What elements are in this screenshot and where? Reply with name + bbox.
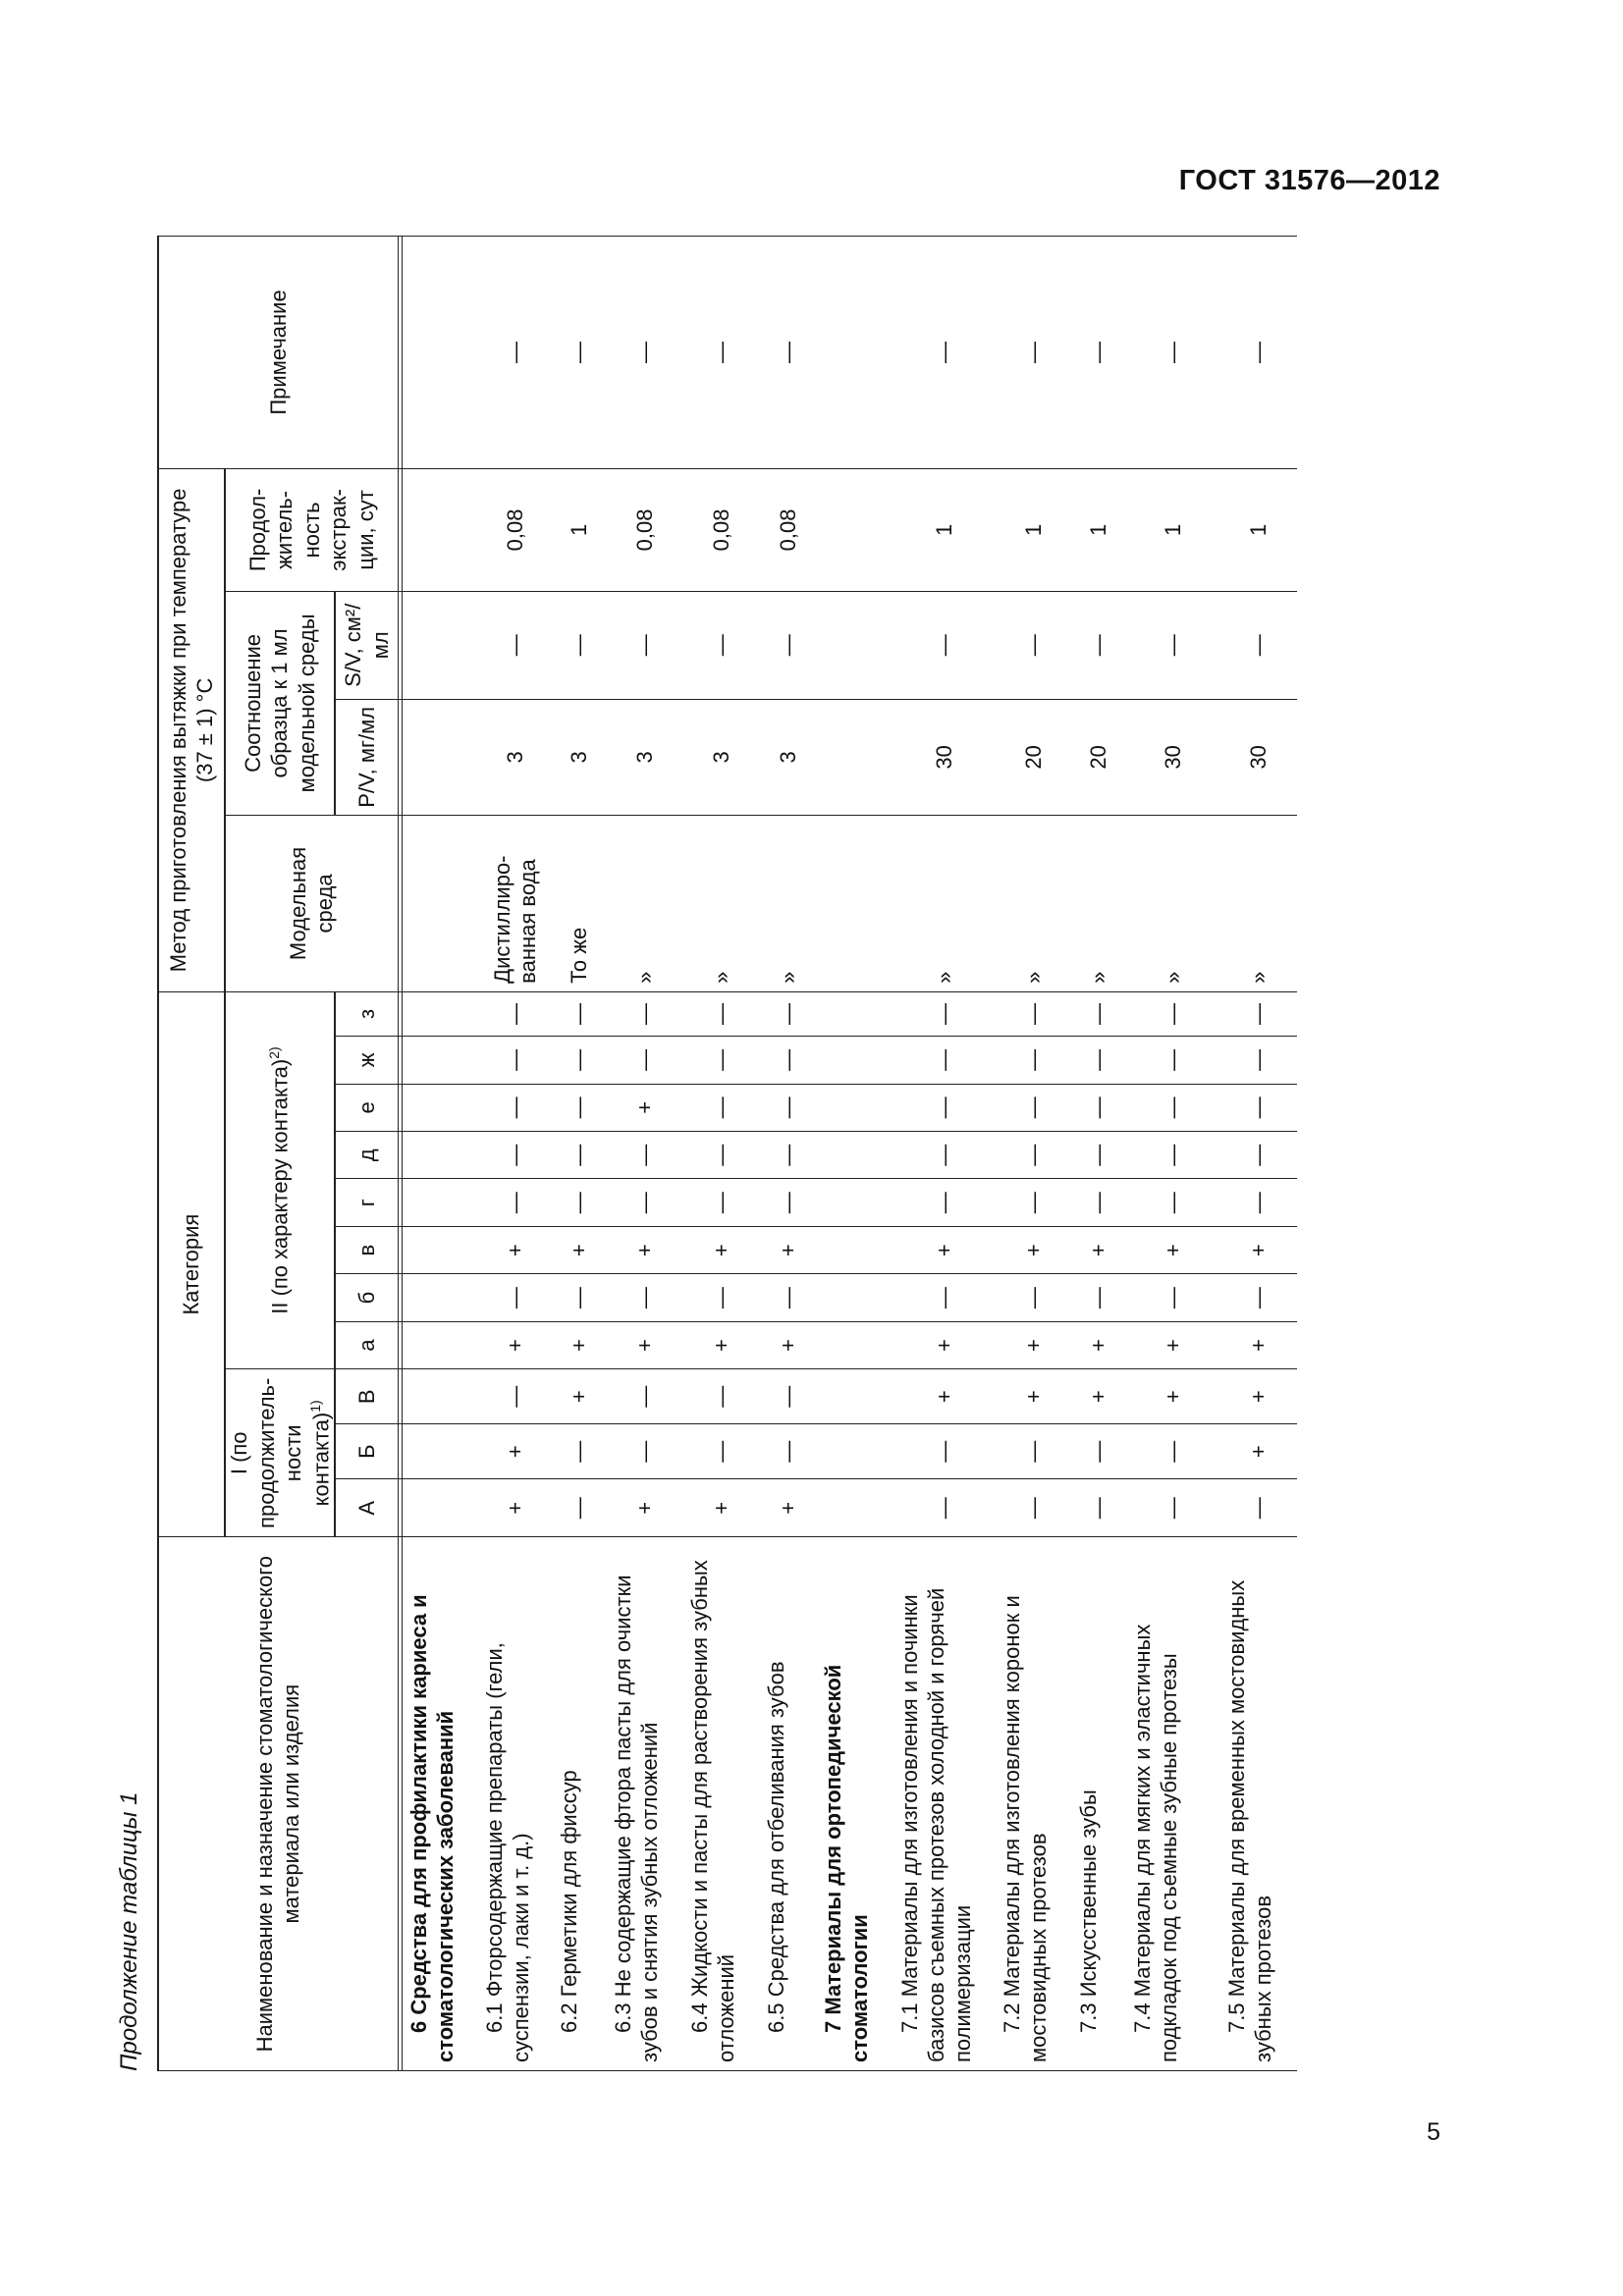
cell-pv: 3 (683, 699, 760, 815)
cell-v (817, 1226, 893, 1273)
cell-e: — (1220, 1084, 1297, 1131)
cell-b: — (1220, 1274, 1297, 1321)
cell-z: — (1126, 991, 1220, 1036)
header-name: Наименование и назначение стоматологического материала или изделия (158, 1537, 398, 2071)
cell-a: + (996, 1321, 1072, 1368)
cell-A: — (893, 1479, 996, 1537)
cell-g: — (996, 1179, 1072, 1226)
cell-sv: — (478, 591, 553, 699)
cell-medium: » (1126, 816, 1220, 992)
cell-V: — (760, 1369, 817, 1424)
cell-zh (402, 1037, 478, 1084)
cell-note: — (478, 237, 553, 469)
header-letter-g: г (335, 1179, 398, 1226)
cell-duration: 1 (996, 468, 1072, 591)
table-row (1220, 237, 1297, 2071)
header-letter-V: В (335, 1369, 398, 1424)
cell-e (402, 1084, 478, 1131)
cell-medium: Дистиллиро-ванная вода (478, 816, 553, 992)
cell-duration: 0,08 (683, 468, 760, 591)
cell-B: — (1072, 1424, 1126, 1479)
cell-zh (817, 1037, 893, 1084)
cell-B: — (893, 1424, 996, 1479)
cell-z: — (553, 991, 607, 1036)
page-number: 5 (1427, 2118, 1440, 2146)
cell-v: + (478, 1226, 553, 1273)
cell-e: + (607, 1084, 683, 1131)
header-letter-zh: ж (335, 1037, 398, 1084)
cell-b: — (893, 1274, 996, 1321)
cell-B: — (607, 1424, 683, 1479)
table-row (893, 237, 996, 2071)
cell-A (402, 1479, 478, 1537)
cell-duration: 1 (1220, 468, 1297, 591)
cell-g: — (1126, 1179, 1220, 1226)
cell-pv (402, 699, 478, 815)
cell-V: + (996, 1369, 1072, 1424)
cell-pv (817, 699, 893, 815)
cell-medium: » (893, 816, 996, 992)
cell-a (402, 1321, 478, 1368)
cell-sv: — (1126, 591, 1220, 699)
cell-pv: 30 (893, 699, 996, 815)
cell-b (817, 1274, 893, 1321)
cell-a: + (478, 1321, 553, 1368)
cell-e: — (996, 1084, 1072, 1131)
cell-B: — (760, 1424, 817, 1479)
cell-z: — (683, 991, 760, 1036)
cell-B: + (1220, 1424, 1297, 1479)
cell-pv: 20 (996, 699, 1072, 815)
cell-V: + (893, 1369, 996, 1424)
cell-A: + (607, 1479, 683, 1537)
cell-b: — (683, 1274, 760, 1321)
cell-sv (402, 591, 478, 699)
cell-z: — (478, 991, 553, 1036)
cell-e: — (1072, 1084, 1126, 1131)
cell-V: + (1126, 1369, 1220, 1424)
cell-g: — (553, 1179, 607, 1226)
cell-v: + (1072, 1226, 1126, 1273)
cell-zh: — (1072, 1037, 1126, 1084)
cell-note: — (553, 237, 607, 469)
material-name: 6.3 Не содержащие фтора пасты для очистки зубов и снятия зубных отложений (607, 1537, 683, 2071)
cell-d (817, 1132, 893, 1179)
cell-b: — (553, 1274, 607, 1321)
header-method: Метод приготовления вытяжки при температуре (37 ± 1) °С (158, 468, 225, 991)
cell-d: — (893, 1132, 996, 1179)
header-sv: S/V, см²/мл (335, 591, 398, 699)
cell-note (402, 237, 478, 469)
table-body (398, 237, 1297, 2071)
cell-pv: 3 (760, 699, 817, 815)
cell-d: — (607, 1132, 683, 1179)
cell-d: — (478, 1132, 553, 1179)
cell-pv: 20 (1072, 699, 1126, 815)
cell-a: + (683, 1321, 760, 1368)
cell-duration: 0,08 (760, 468, 817, 591)
header-pv: P/V, мг/мл (335, 699, 398, 815)
cell-a: + (893, 1321, 996, 1368)
header-letter-v: в (335, 1226, 398, 1273)
cell-medium (817, 816, 893, 992)
cell-z: — (760, 991, 817, 1036)
cell-note: — (1126, 237, 1220, 469)
cell-note: — (683, 237, 760, 469)
cell-g: — (683, 1179, 760, 1226)
cell-z: — (1072, 991, 1126, 1036)
section-row (402, 237, 478, 2071)
cell-a: + (760, 1321, 817, 1368)
cell-d: — (1220, 1132, 1297, 1179)
cell-sv: — (1220, 591, 1297, 699)
cell-medium: » (996, 816, 1072, 992)
cell-g: — (1072, 1179, 1126, 1226)
cell-b: — (1126, 1274, 1220, 1321)
cell-note: — (893, 237, 996, 469)
cell-medium: » (760, 816, 817, 992)
cell-zh: — (553, 1037, 607, 1084)
cell-b: — (607, 1274, 683, 1321)
cell-pv: 3 (478, 699, 553, 815)
table-row (996, 237, 1072, 2071)
cell-z (817, 991, 893, 1036)
cell-sv: — (760, 591, 817, 699)
cell-pv: 3 (553, 699, 607, 815)
cell-v: + (996, 1226, 1072, 1273)
cell-zh: — (893, 1037, 996, 1084)
cell-b (402, 1274, 478, 1321)
cell-B: — (996, 1424, 1072, 1479)
cell-A (817, 1479, 893, 1537)
cell-A: — (996, 1479, 1072, 1537)
cell-v: + (760, 1226, 817, 1273)
cell-b: — (478, 1274, 553, 1321)
cell-zh: — (478, 1037, 553, 1084)
cell-zh: — (1126, 1037, 1220, 1084)
material-name: 6.2 Герметики для фиссур (553, 1537, 607, 2071)
cell-d: — (1072, 1132, 1126, 1179)
header-ratio: Соотношение образца к 1 мл модельной среды (225, 591, 335, 815)
cell-e: — (478, 1084, 553, 1131)
header-medium: Модельная среда (225, 816, 398, 992)
header-letter-e: е (335, 1084, 398, 1131)
cell-d: — (553, 1132, 607, 1179)
cell-medium: » (1220, 816, 1297, 992)
section-title: 7 Материалы для ортопедической стоматологии (817, 1537, 893, 2071)
table-row (683, 237, 760, 2071)
cell-duration: 1 (553, 468, 607, 591)
table-row (1126, 237, 1220, 2071)
cell-zh: — (1220, 1037, 1297, 1084)
cell-medium (402, 816, 478, 992)
cell-B (402, 1424, 478, 1479)
cell-V: + (553, 1369, 607, 1424)
cell-medium: » (683, 816, 760, 992)
material-name: 7.2 Материалы для изготовления коронок и мостовидных протезов (996, 1537, 1072, 2071)
cell-z (402, 991, 478, 1036)
cell-pv: 30 (1126, 699, 1220, 815)
cell-note: — (760, 237, 817, 469)
cell-V: + (1072, 1369, 1126, 1424)
cell-zh: — (683, 1037, 760, 1084)
cell-zh: — (607, 1037, 683, 1084)
cell-zh: — (760, 1037, 817, 1084)
cell-v: + (1126, 1226, 1220, 1273)
cell-g (402, 1179, 478, 1226)
cell-V: — (607, 1369, 683, 1424)
material-name: 7.5 Материалы для временных мостовидных зубных протезов (1220, 1537, 1297, 2071)
cell-V (402, 1369, 478, 1424)
cell-g: — (1220, 1179, 1297, 1226)
cell-sv: — (607, 591, 683, 699)
standard-number: ГОСТ 31576—2012 (1178, 165, 1440, 196)
cell-duration: 1 (1126, 468, 1220, 591)
cell-e: — (683, 1084, 760, 1131)
header-duration: Продол-житель-ность экстрак-ции, сут (225, 468, 398, 591)
header-cat2: II (по характеру контакта)$^{2)}$ (225, 991, 335, 1368)
cell-A: — (1220, 1479, 1297, 1537)
cell-note: — (996, 237, 1072, 469)
cell-V: — (683, 1369, 760, 1424)
cell-A: + (760, 1479, 817, 1537)
table-row (607, 237, 683, 2071)
cell-d: — (760, 1132, 817, 1179)
cell-v: + (1220, 1226, 1297, 1273)
header-note: Примечание (158, 237, 398, 469)
cell-medium: » (607, 816, 683, 992)
cell-note: — (607, 237, 683, 469)
cell-g (817, 1179, 893, 1226)
cell-A: — (553, 1479, 607, 1537)
cell-pv: 3 (607, 699, 683, 815)
cell-sv: — (683, 591, 760, 699)
cell-e: — (553, 1084, 607, 1131)
cell-duration: 0,08 (607, 468, 683, 591)
cell-duration: 1 (893, 468, 996, 591)
cell-A: — (1126, 1479, 1220, 1537)
cell-z: — (607, 991, 683, 1036)
cell-note (817, 237, 893, 469)
cell-g: — (893, 1179, 996, 1226)
cell-duration (817, 468, 893, 591)
cell-B: — (553, 1424, 607, 1479)
cell-v: + (607, 1226, 683, 1273)
cell-sv (817, 591, 893, 699)
cell-a (817, 1321, 893, 1368)
cell-e: — (893, 1084, 996, 1131)
material-name: 6.5 Средства для отбеливания зубов (760, 1537, 817, 2071)
cell-d: — (683, 1132, 760, 1179)
material-name: 7.4 Материалы для мягких и эластичных подкладок под съемные зубные протезы (1126, 1537, 1220, 2071)
cell-B (817, 1424, 893, 1479)
header-category: Категория (158, 991, 225, 1537)
material-name: 6.1 Фторсодержащие препараты (гели, суспензии, лаки и т. д.) (478, 1537, 553, 2071)
table-row (1072, 237, 1126, 2071)
header-letter-a: а (335, 1321, 398, 1368)
cell-pv: 30 (1220, 699, 1297, 815)
table-row (760, 237, 817, 2071)
cell-note: — (1072, 237, 1126, 469)
cell-V: + (1220, 1369, 1297, 1424)
cell-b: — (996, 1274, 1072, 1321)
header-letter-z: з (335, 991, 398, 1036)
table-row (478, 237, 553, 2071)
cell-v: + (553, 1226, 607, 1273)
materials-table (157, 236, 1297, 2071)
cell-A: — (1072, 1479, 1126, 1537)
cell-duration: 0,08 (478, 468, 553, 591)
header-cat1: I (по продолжитель-ности контакта)$^{1)}$ (225, 1369, 335, 1537)
cell-g: — (760, 1179, 817, 1226)
material-name: 7.1 Материалы для изготовления и починки базисов съемных протезов холодной и горячей полимеризации (893, 1537, 996, 2071)
cell-a: + (607, 1321, 683, 1368)
header-letter-A: А (335, 1479, 398, 1537)
cell-B: + (478, 1424, 553, 1479)
material-name: 6.4 Жидкости и пасты для растворения зубных отложений (683, 1537, 760, 2071)
cell-sv: — (1072, 591, 1126, 699)
cell-a: + (1220, 1321, 1297, 1368)
cell-a: + (553, 1321, 607, 1368)
cell-e: — (760, 1084, 817, 1131)
cell-z: — (893, 991, 996, 1036)
cell-d: — (1126, 1132, 1220, 1179)
section-title: 6 Средства для профилактики кариеса и стоматологических заболеваний (402, 1537, 478, 2071)
cell-g: — (607, 1179, 683, 1226)
section-row (817, 237, 893, 2071)
cell-V: — (478, 1369, 553, 1424)
header-letter-b: б (335, 1274, 398, 1321)
rotated-table-frame (116, 236, 1434, 2071)
header-letter-d: д (335, 1132, 398, 1179)
cell-a: + (1126, 1321, 1220, 1368)
cell-d: — (996, 1132, 1072, 1179)
cell-a: + (1072, 1321, 1126, 1368)
cell-sv: — (996, 591, 1072, 699)
cell-d (402, 1132, 478, 1179)
cell-duration: 1 (1072, 468, 1126, 591)
cell-sv: — (893, 591, 996, 699)
cell-duration (402, 468, 478, 591)
cell-B: — (1126, 1424, 1220, 1479)
cell-g: — (478, 1179, 553, 1226)
cell-A: + (683, 1479, 760, 1537)
cell-v (402, 1226, 478, 1273)
cell-e (817, 1084, 893, 1131)
table-row (553, 237, 607, 2071)
cell-B: — (683, 1424, 760, 1479)
cell-medium: То же (553, 816, 607, 992)
cell-b: — (1072, 1274, 1126, 1321)
material-name: 7.3 Искусственные зубы (1072, 1537, 1126, 2071)
header-letter-B: Б (335, 1424, 398, 1479)
cell-A: + (478, 1479, 553, 1537)
cell-V (817, 1369, 893, 1424)
cell-e: — (1126, 1084, 1220, 1131)
cell-v: + (893, 1226, 996, 1273)
cell-b: — (760, 1274, 817, 1321)
cell-medium: » (1072, 816, 1126, 992)
cell-z: — (1220, 991, 1297, 1036)
cell-note: — (1220, 237, 1297, 469)
cell-zh: — (996, 1037, 1072, 1084)
table-caption: Продолжение таблицы 1 (116, 1791, 142, 2071)
cell-z: — (996, 991, 1072, 1036)
cell-v: + (683, 1226, 760, 1273)
cell-sv: — (553, 591, 607, 699)
